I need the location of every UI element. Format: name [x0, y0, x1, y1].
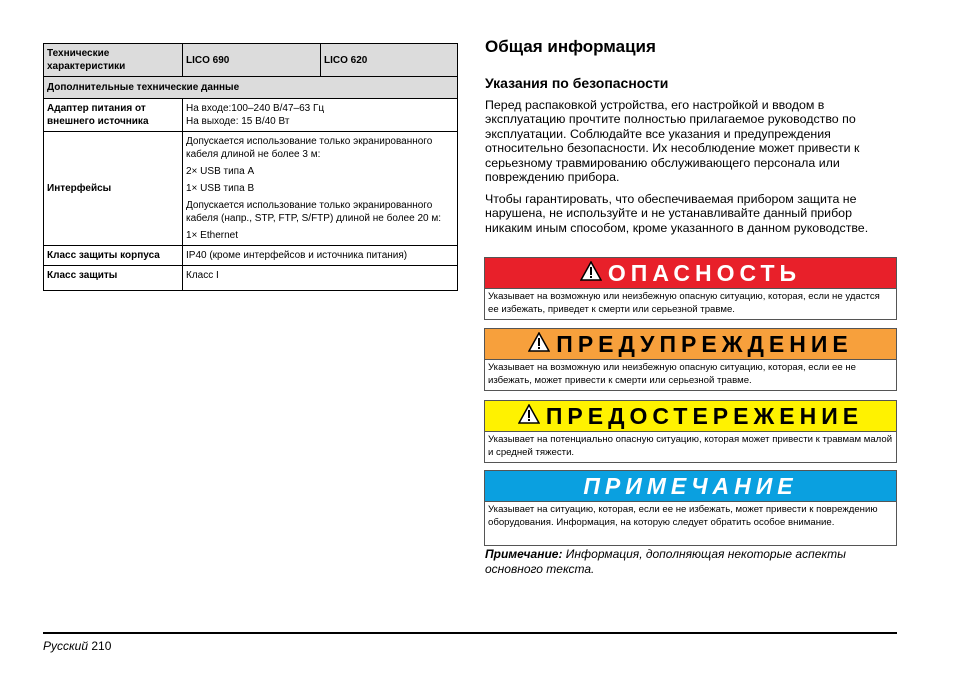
- spec-table: [43, 43, 458, 291]
- warning-triangle-icon: [580, 260, 602, 287]
- row-key: Интерфейсы: [44, 132, 183, 246]
- danger-band: [485, 258, 896, 289]
- section-label: Дополнительные технические данные: [44, 77, 458, 99]
- row-value: [183, 132, 458, 246]
- danger-text: Указывает на возможную или неизбежную опасную ситуацию, которая, если не удастся ее избежать, приведет к смерти или серьезной травме.: [485, 289, 896, 318]
- row-value: Класс I: [183, 266, 458, 291]
- header-col-lico620: LICO 620: [321, 44, 458, 77]
- danger-alert: [484, 257, 897, 320]
- row-value: IP40 (кроме интерфейсов и источника питания): [183, 246, 458, 266]
- caution-label: ПРЕДОСТЕРЕЖЕНИЕ: [545, 402, 864, 429]
- danger-label: ОПАСНОСТЬ: [607, 259, 802, 286]
- value-line: 1× USB типа B: [186, 183, 255, 194]
- note-text: Информация, дополняющая некоторые аспекты основного текста.: [485, 547, 847, 576]
- value-line: На входе:100–240 В/47–63 Гц: [186, 103, 325, 114]
- header-col-lico690: LICO 690: [183, 44, 321, 77]
- notice-label: ПРИМЕЧАНИЕ: [583, 472, 798, 499]
- footer-language: Русский: [43, 639, 89, 653]
- section-title: Общая информация: [485, 37, 656, 56]
- table-header-row: [44, 44, 458, 77]
- header-col-characteristics: Технические характеристики: [44, 44, 183, 77]
- safety-paragraph-2: Чтобы гарантировать, что обеспечиваемая прибором защита не нарушена, не используйте и не устанавливайте данный прибор никаким иным способом, кроме указанного в данном руководстве.: [485, 192, 869, 235]
- note-label: Примечание:: [485, 547, 563, 561]
- footer-rule: [43, 632, 897, 634]
- value-line: 2× USB типа A: [186, 166, 255, 177]
- table-row: [44, 132, 458, 246]
- safety-paragraph-1: Перед распаковкой устройства, его настройкой и вводом в эксплуатацию прочтите полностью прилагаемое руководство по эксплуатации. Соблюдайте все указания и предупреждения относительно безопасности. Их несоблюдение может привести к серьезному травмированию обслуживающего персонала или повреждению прибора.: [485, 98, 860, 185]
- row-key: Класс защиты: [44, 266, 183, 291]
- warning-triangle-icon: [528, 331, 550, 358]
- table-row: [44, 246, 458, 266]
- value-line: Допускается использование только экранированного кабеля длиной не более 3 м:: [186, 136, 433, 160]
- caution-band: [485, 401, 896, 432]
- notice-alert: [484, 470, 897, 546]
- warning-text: Указывает на возможную или неизбежную опасную ситуацию, которая, если ее не избежать, может привести к смерти или серьезной травме.: [485, 360, 896, 389]
- warning-label: ПРЕДУПРЕЖДЕНИЕ: [556, 330, 853, 357]
- caution-text: Указывает на потенциально опасную ситуацию, которая может привести к травмам малой и средней тяжести.: [485, 432, 896, 461]
- warning-band: [485, 329, 896, 360]
- subsection-title: Указания по безопасности: [485, 75, 669, 91]
- value-line: На выходе: 15 В/40 Вт: [186, 116, 290, 127]
- note-paragraph: [485, 547, 895, 576]
- warning-alert: [484, 328, 897, 391]
- notice-band: [485, 471, 896, 502]
- footer: [43, 639, 111, 653]
- notice-text: Указывает на ситуацию, которая, если ее не избежать, может привести к повреждению оборудования. Информация, на которую следует обратить особое внимание.: [485, 502, 896, 531]
- table-row: [44, 266, 458, 291]
- warning-triangle-icon: [518, 403, 540, 430]
- row-key: Класс защиты корпуса: [44, 246, 183, 266]
- row-key: Адаптер питания от внешнего источника: [44, 99, 183, 132]
- value-line: Допускается использование только экранированного кабеля (напр., STP, FTP, S/FTP) длиной не более 20 м:: [186, 200, 441, 224]
- table-row: [44, 99, 458, 132]
- caution-alert: [484, 400, 897, 463]
- page-number: 210: [91, 639, 112, 653]
- row-value: [183, 99, 458, 132]
- value-line: 1× Ethernet: [186, 230, 238, 241]
- table-section-row: [44, 77, 458, 99]
